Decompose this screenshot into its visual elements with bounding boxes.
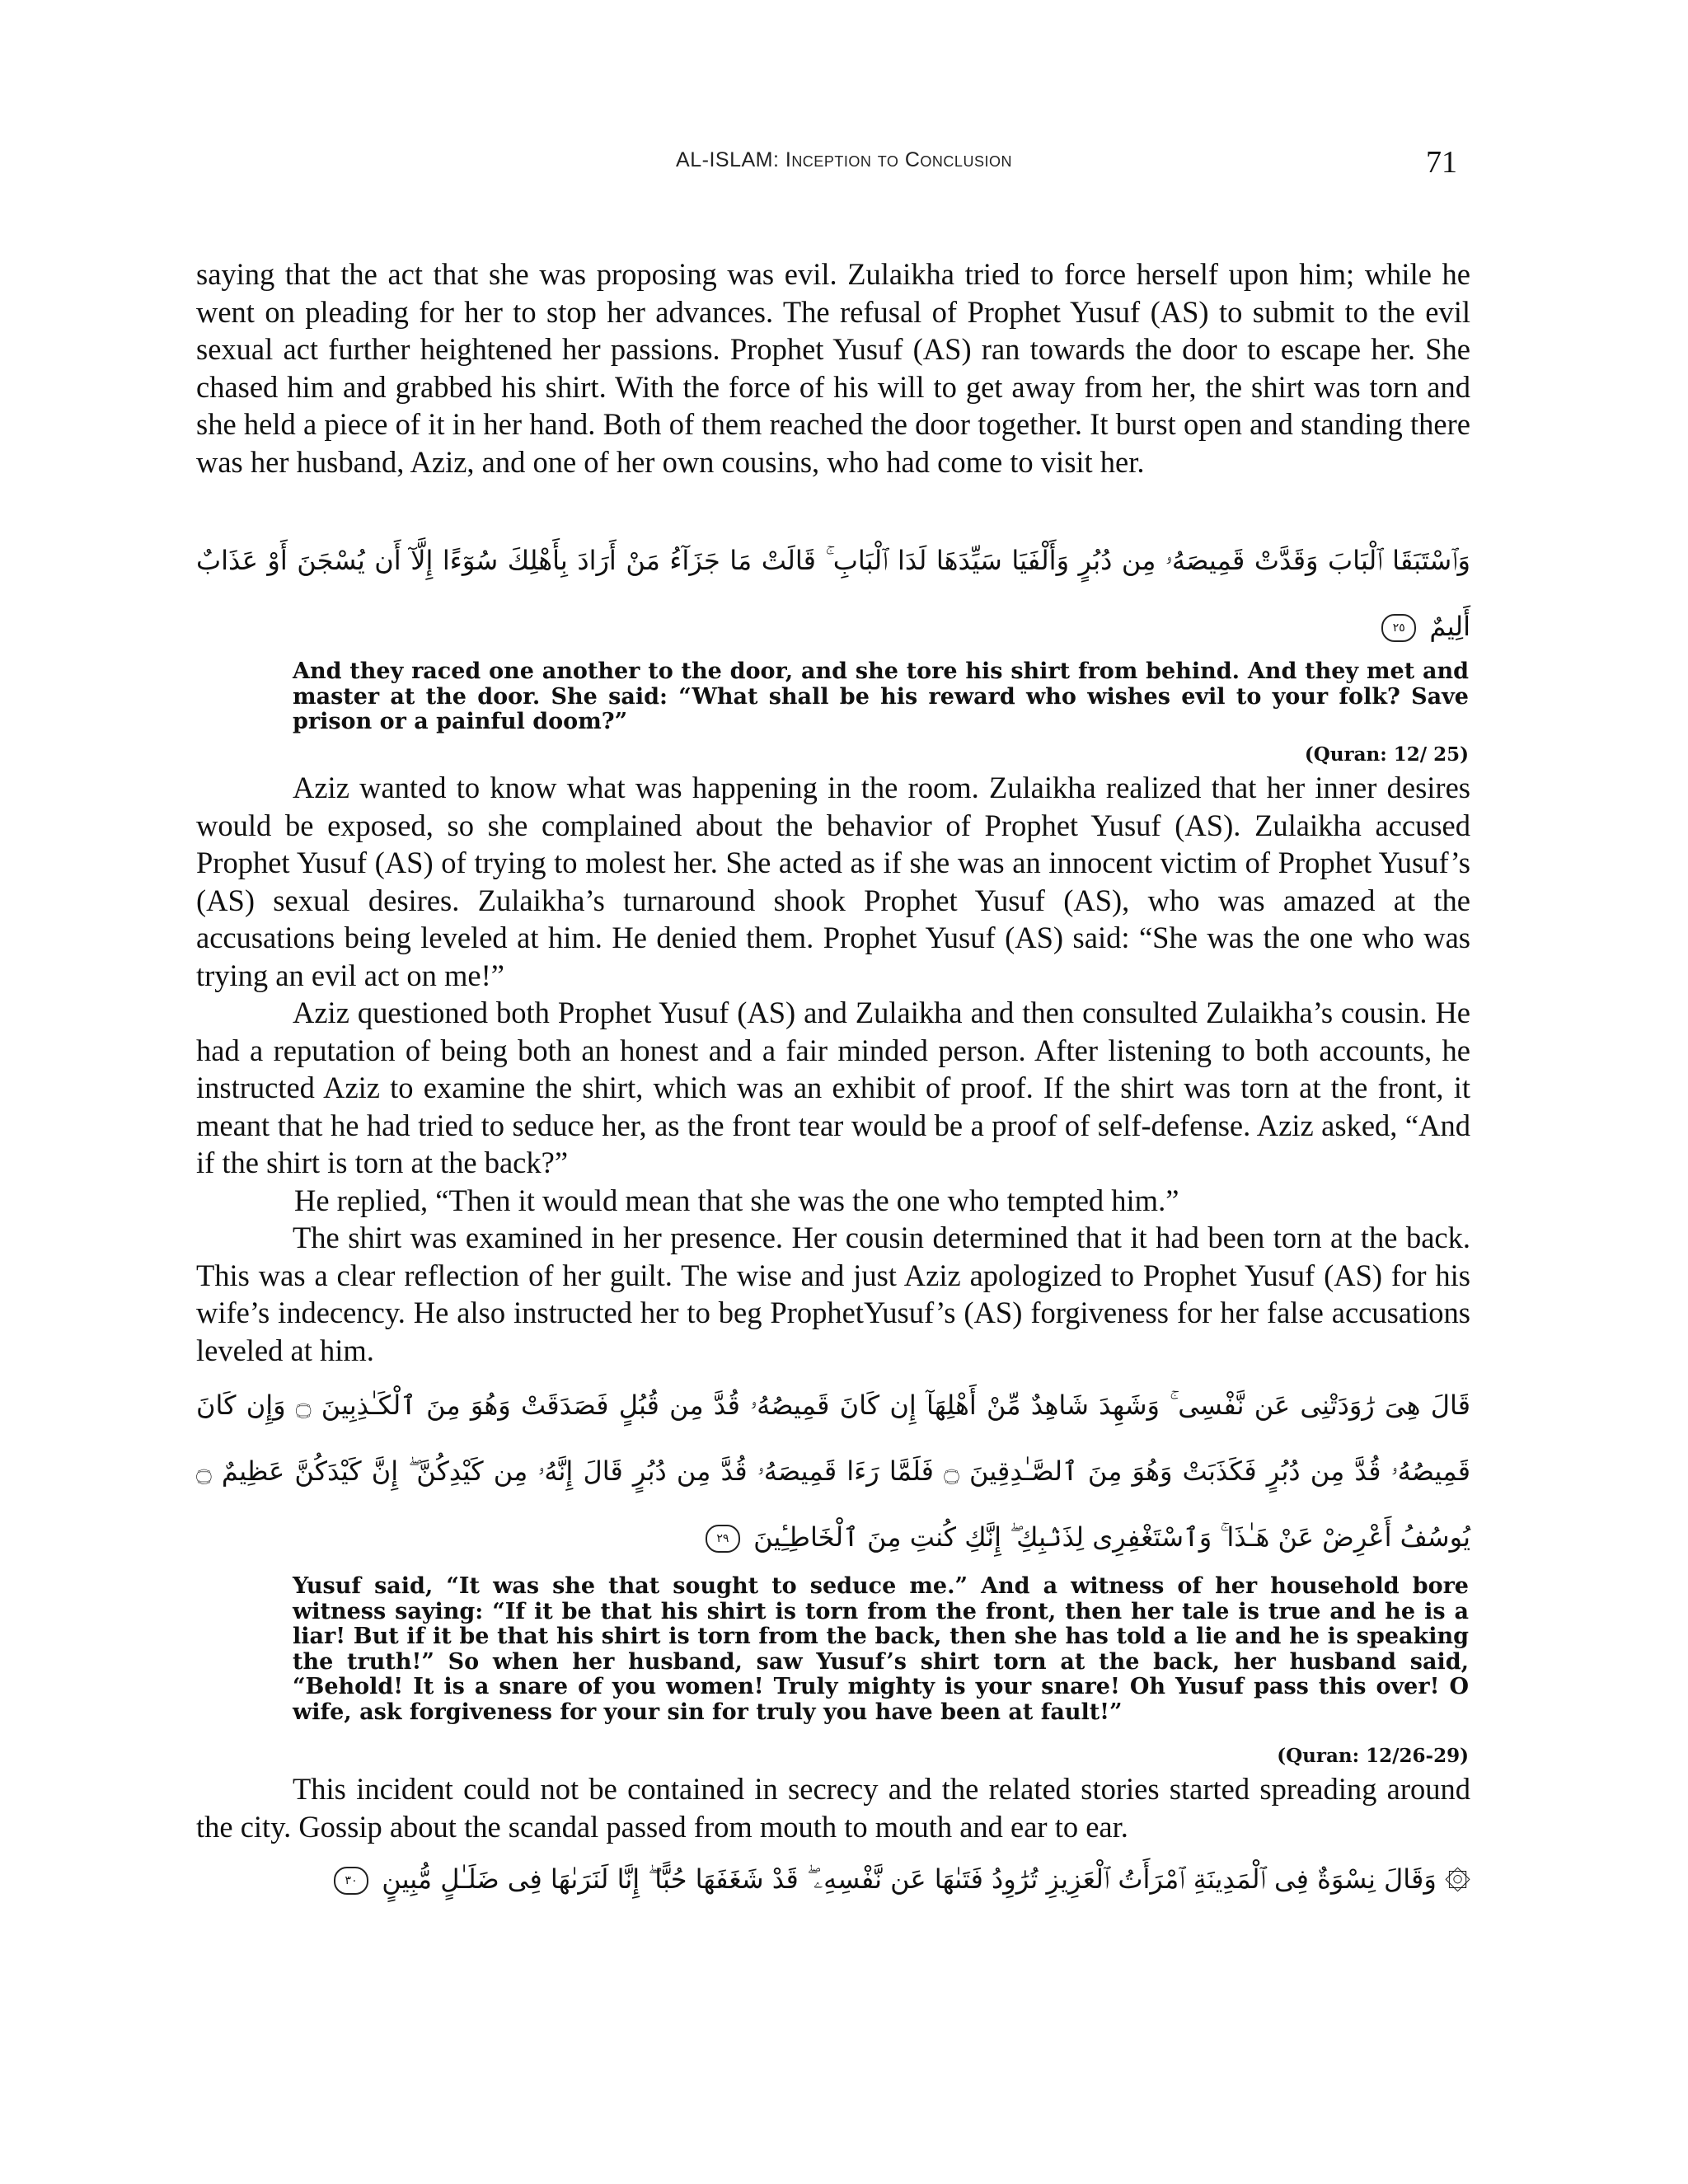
body-paragraph: saying that the act that she was proposing was evil. Zulaikha tried to force herself upon him; while he went on pleading for her to stop her advances. The refusal of Prophet Yusuf (AS) to submit to the evil sexual act further heightened her passions. Prophet Yusuf (AS) ran towards the door to escape her. She chased him and grabbed his shirt. With the force of his will to get away from her, the shirt was torn and she held a piece of it in her hand. Both of them reached the door together. It burst open and standing there was her husband, Aziz, and one of her own cousins, who had come to visit her. (196, 257, 1470, 479)
body-paragraph: The shirt was examined in her presence. Her cousin determined that it had been torn at the back. This was a clear reflection of her guilt. The wise and just Aziz apologized to Prophet Yusuf (AS) for his wife’s indecency. He also instructed her to beg ProphetYusuf’s (AS) forgiveness for her false accusations leveled at him. (196, 1221, 1470, 1367)
running-title: AL-ISLAM: Inception to Conclusion (676, 148, 1012, 171)
ayah-number-marker: ٢٥ (1381, 614, 1416, 642)
body-paragraph: This incident could not be contained in secrecy and the related stories started spreading around the city. Gossip about the scandal passed from mouth to mouth and ear to ear. (196, 1772, 1470, 1844)
ayah-number-marker: ٢٩ (706, 1525, 740, 1553)
paragraph-block-3 (196, 1770, 1470, 1845)
arabic-verse-3 (196, 1846, 1470, 1912)
verse-translation-2: Yusuf said, “It was she that sought to seduce me.” And a witness of her household bore witness saying: “If it be that his shirt is torn from the front, then her tale is true and he is a liar! But if it be that his shirt is torn from the back, then she has told a lie and he is speaking the truth!” So when her husband, saw Yusuf’s shirt torn at the back, her husband said, “Behold! It is a snare of you women! Truly mighty is your snare! Oh Yusuf pass this over! O wife, ask forgiveness for your sin for truly you have been at fault!” (293, 1573, 1469, 1725)
arabic-verse-text: ۞ وَقَالَ نِسْوَةٌ فِى ٱلْمَدِينَةِ ٱمْرَأَتُ ٱلْعَزِيزِ تُرَٰوِدُ فَتَىٰهَا عَن نَّفْسِهِۦ ۖ قَدْ شَغَفَهَا حُبًّا ۖ إِنَّا لَنَرَىٰهَا فِى ضَلَـٰلٍ مُّبِينٍ (382, 1863, 1470, 1895)
verse-translation-1: And they raced one another to the door, and she tore his shirt from behind. And they met and master at the door. She said: “What shall be his reward who wishes evil to your folk? Save prison or a painful doom?” (293, 658, 1469, 734)
arabic-verse-text: وَٱسْتَبَقَا ٱلْبَابَ وَقَدَّتْ قَمِيصَهُۥ مِن دُبُرٍ وَأَلْفَيَا سَيِّدَهَا لَدَا ٱلْبَابِ ۚ قَالَتْ مَا جَزَآءُ مَنْ أَرَادَ بِأَهْلِكَ سُوٓءًا إِلَّآ أَن يُسْجَنَ أَوْ عَذَابٌ أَلِيمٌ (196, 545, 1470, 642)
body-paragraph: He replied, “Then it would mean that she was the one who tempted him.” (294, 1183, 1179, 1217)
arabic-verse-1 (196, 527, 1470, 659)
page-number: 71 (1426, 145, 1457, 180)
verse-citation-1: (Quran: 12/ 25) (1304, 743, 1469, 766)
body-paragraph: Aziz wanted to know what was happening in the room. Zulaikha realized that her inner desires would be exposed, so she complained about the behavior of Prophet Yusuf (AS). Zulaikha accused Prophet Yusuf (AS) of trying to molest her. She acted as if she was an innocent victim of Prophet Yusuf’s (AS) sexual desires. Zulaikha’s turnaround shook Prophet Yusuf (AS), who was amazed at the accusations being leveled at him. He denied them. Prophet Yusuf (AS) said: “She was the one who was trying an evil act on me!” (196, 771, 1470, 992)
arabic-verse-text: قَالَ هِىَ رَٰوَدَتْنِى عَن نَّفْسِى ۚ وَشَهِدَ شَاهِدٌ مِّنْ أَهْلِهَآ إِن كَانَ قَمِيصُهُۥ قُدَّ مِن قُبُلٍ فَصَدَقَتْ وَهُوَ مِنَ ٱلْكَـٰذِبِينَ ۝ وَإِن كَانَ قَمِيصُهُۥ قُدَّ مِن دُبُرٍ فَكَذَبَتْ وَهُوَ مِنَ ٱلصَّـٰدِقِينَ ۝ فَلَمَّا رَءَا قَمِيصَهُۥ قُدَّ مِن دُبُرٍ قَالَ إِنَّهُۥ مِن كَيْدِكُنَّ ۖ إِنَّ كَيْدَكُنَّ عَظِيمٌ ۝ يُوسُفُ أَعْرِضْ عَنْ هَـٰذَا ۚ وَٱسْتَغْفِرِى لِذَنۢبِكِ ۖ إِنَّكِ كُنتِ مِنَ ٱلْخَاطِـِٔينَ (196, 1390, 1471, 1553)
paragraph-block-1 (196, 255, 1470, 480)
ayah-number-marker: ٣٠ (334, 1867, 368, 1895)
paragraph-block-2 (196, 769, 1470, 1369)
body-paragraph: Aziz questioned both Prophet Yusuf (AS) and Zulaikha and then consulted Zulaikha’s cousin. He had a reputation of being both an honest and a fair minded person. After listening to both accounts, he instructed Aziz to examine the shirt, which was an exhibit of proof. If the shirt was torn at the front, it meant that he had tried to seduce her, as the front tear would be a proof of self-defense. Aziz asked, “And if the shirt is torn at the back?” (196, 996, 1470, 1179)
arabic-verse-2 (196, 1372, 1470, 1570)
verse-citation-2: (Quran: 12/26-29) (1277, 1745, 1469, 1767)
